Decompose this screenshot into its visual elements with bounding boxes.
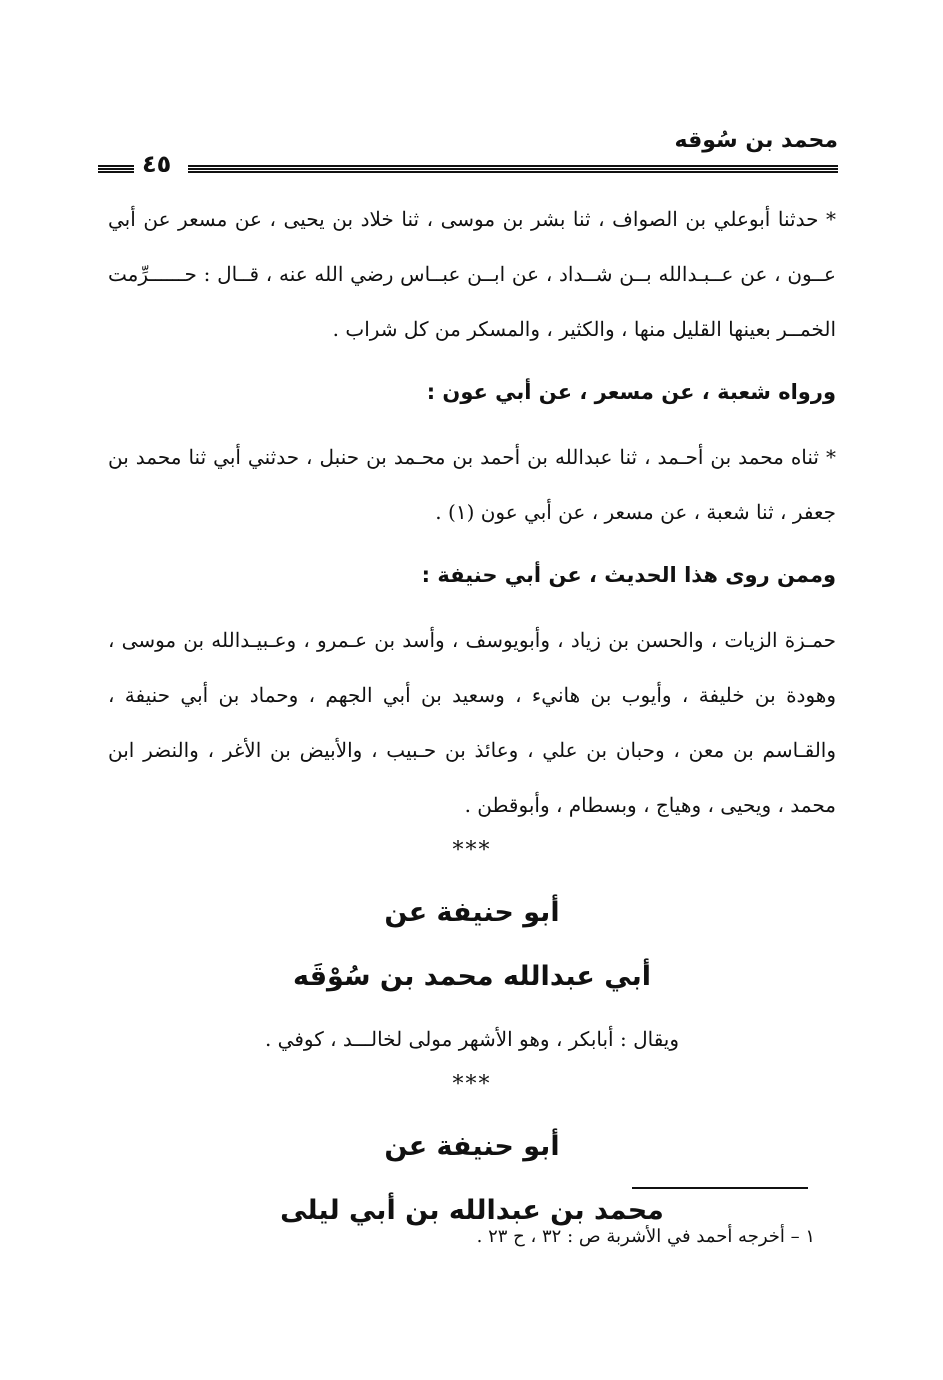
section-separator: ***: [452, 838, 492, 863]
running-header-title: محمد بن سُوقه: [674, 128, 838, 153]
section-title-line: أبو حنيفة عن: [384, 897, 560, 928]
narrators-paragraph: حمـزة الزيات ، والحسن بن زياد ، وأبويوسف ، وأسد بن عـمرو ، وعـبيـدالله بن موسى ، وهودة بن خليفة ، وأيوب بن هانيء ، وسعيد بن أبي الجهم ، وحماد بن أبي حنيفة ، والقـاسم بن معن ، وحبان بن علي ، وعائذ بن حـبيب ، والأبيض بن الأغر ، والنضر ابن محمد ، ويحيى ، وهياج ، وبسطام ، وأبوقطن .: [108, 628, 836, 817]
hadith-paragraph: * حدثنا أبوعلي بن الصواف ، ثنا بشر بن موسى ، ثنا خلاد بن يحيى ، عن مسعر عن أبي عــون ، عن عــبـدالله بــن شــداد ، عن ابــن عبــاس رضي الله عنه ، قــال : حــــــرِّمت الخمــر بعينها القليل منها ، والكثير ، والمسكر من كل شراب .: [108, 207, 836, 341]
narration-heading: ورواه شعبة ، عن مسعر ، عن أبي عون :: [426, 380, 836, 404]
narrators-heading: وممن روى هذا الحديث ، عن أبي حنيفة :: [421, 563, 836, 587]
footnote: ١ – أخرجه أحمد في الأشربة ص : ٣٢ ، ح ٢٣ .: [476, 1226, 815, 1247]
header-rule: [188, 164, 838, 173]
page-body: [108, 192, 836, 1243]
isnad-paragraph: * ثناه محمد بن أحـمد ، ثنا عبدالله بن أحمد بن محـمد بن حنبل ، حدثني أبي ثنا محمد بن جعفر ، ثنا شعبة ، عن مسعر ، عن أبي عون (١) .: [108, 445, 836, 524]
section-title-name: أبي عبدالله محمد بن سُوْقَه: [292, 961, 651, 992]
running-header: [98, 112, 838, 182]
section-note: ويقال : أبابكر ، وهو الأشهر مولى لخالـــد ، كوفي .: [264, 1027, 680, 1051]
page-number: ٤٥: [142, 150, 172, 178]
section-title-name: محمد بن عبدالله بن أبي ليلى: [280, 1195, 664, 1226]
footnote-rule: [632, 1187, 808, 1189]
header-rule-ornament: [98, 164, 134, 173]
section-separator: ***: [452, 1072, 492, 1097]
section-title-line: أبو حنيفة عن: [384, 1131, 560, 1162]
